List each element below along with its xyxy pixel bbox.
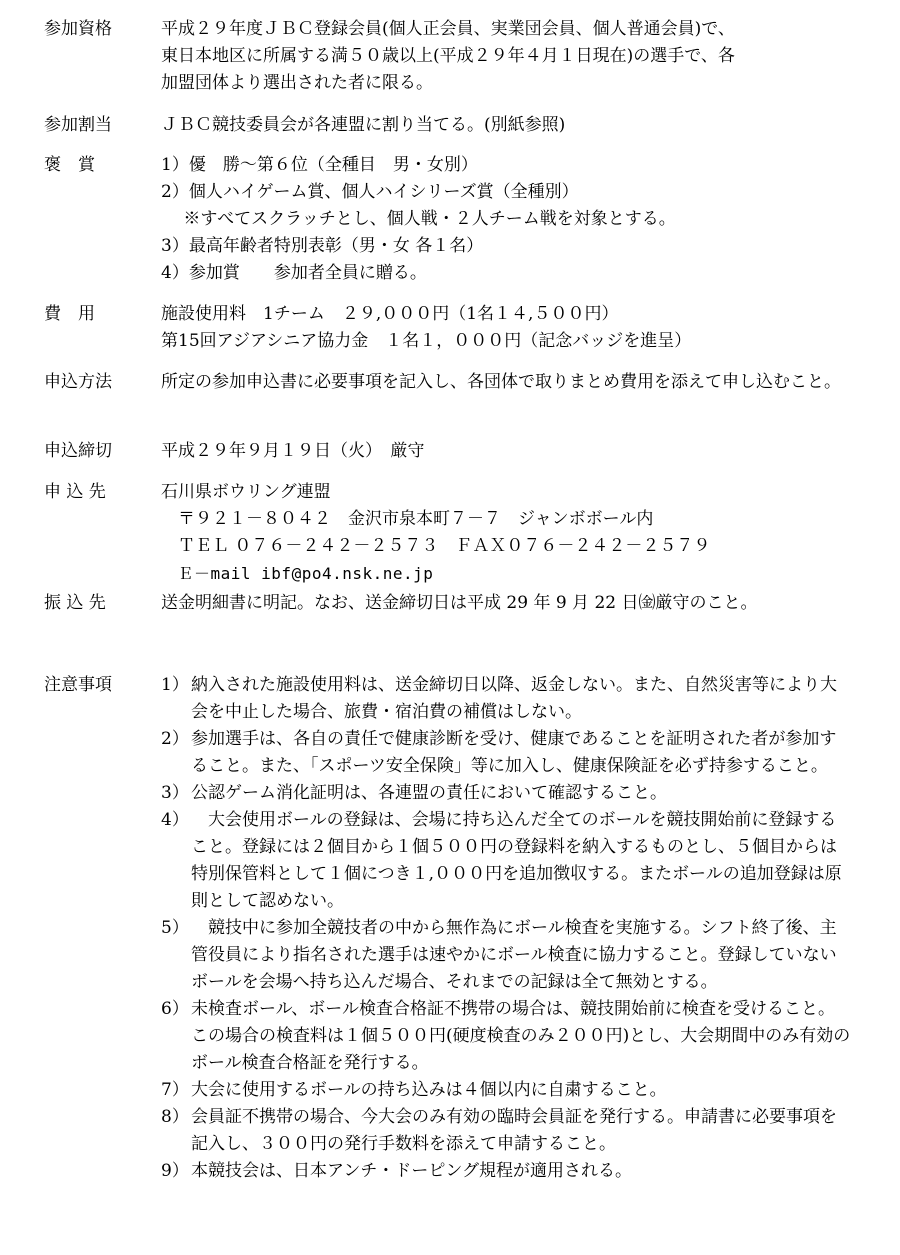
item-text: 参加選手は、各自の責任で健康診断を受け、健康であることを証明された者が参加すること。また、「スポーツ安全保険」等に加入し、健康保険証を必ず持参すること。 [191, 729, 837, 776]
notes-list [161, 672, 851, 1185]
item-text: 本競技会は、日本アンチ・ドーピング規程が適用される。 [191, 1161, 632, 1181]
item-number: 9） [161, 1161, 189, 1181]
email-line: Ｅ－mail ibf@po4.nsk.ne.jp [161, 564, 434, 583]
item-number: 4） [161, 810, 189, 830]
text-line: ※すべてスクラッチとし、個人戦・２人チーム戦を対象とする。 [161, 209, 676, 229]
item-number: 8） [161, 1107, 189, 1127]
text-line: 1）優 勝～第６位（全種目 男・女別） [161, 155, 478, 175]
item-text: 未検査ボール、ボール検査合格証不携帯の場合は、競技開始前に検査を受けること。この場合の検査料は１個５００円(硬度検査のみ２００円)とし、大会期間中のみ有効のボール検査合格証を発行する。 [191, 999, 851, 1073]
section-label: 申込締切 [44, 441, 112, 461]
text-line: 第15回アジアシニア協力金 １名１，０００円（記念バッジを進呈） [161, 331, 692, 351]
section-label: 振 込 先 [44, 593, 106, 613]
section-label: 注意事項 [44, 675, 112, 695]
text-line: 石川県ボウリング連盟 [161, 482, 331, 502]
list-item [161, 726, 851, 780]
item-text: 競技中に参加全競技者の中から無作為にボール検査を実施する。シフト終了後、主管役員により指名された選手は速やかにボール検査に協力すること。登録していないボールを会場へ持ち込んだ場合、それまでの記録は全て無効とする。 [191, 918, 837, 992]
text-line: 平成２９年９月１９日（火） 厳守 [161, 441, 425, 461]
address-line: 〒９２１－８０４２ 金沢市泉本町７－７ ジャンボボール内 [161, 509, 654, 529]
list-item [161, 1158, 851, 1185]
text-line: 加盟団体より選出された者に限る。 [161, 73, 433, 93]
section-body [161, 590, 811, 617]
item-number: 7） [161, 1080, 189, 1100]
item-number: 1） [161, 675, 189, 695]
section-body [161, 369, 851, 396]
text-line: 平成２９年度ＪＢＣ登録会員(個人正会員、実業団会員、個人普通会員)で、 [161, 19, 735, 39]
text-paragraph: 送金明細書に明記。なお、送金締切日は平成 29 年 9 月 22 日㈮厳守のこと。 [161, 593, 758, 613]
text-paragraph: 所定の参加申込書に必要事項を記入し、各団体で取りまとめ費用を添えて申し込むこと。 [161, 372, 841, 392]
list-item [161, 915, 851, 996]
section-body [161, 16, 851, 97]
section-label: 申込方法 [44, 372, 112, 392]
list-item [161, 996, 851, 1077]
item-text: 大会使用ボールの登録は、会場に持ち込んだ全てのボールを競技開始前に登録すること。登録には２個目から１個５００円の登録料を納入するものとし、５個目からは特別保管料として１個につき１,０００円を追加徴収する。またボールの追加登録は原則として認めない。 [191, 810, 842, 911]
text-line: ＪＢＣ競技委員会が各連盟に割り当てる。(別紙参照) [161, 115, 566, 135]
text-line: 3）最高年齢者特別表彰（男・女 各１名） [161, 236, 484, 256]
list-item [161, 672, 851, 726]
section-body [161, 112, 851, 139]
item-number: 5） [161, 918, 189, 938]
list-item [161, 807, 851, 915]
section-label: 参加資格 [44, 19, 112, 39]
text-line: 4）参加賞 参加者全員に贈る。 [161, 263, 427, 283]
section-label: 褒 賞 [44, 155, 95, 175]
item-text: 公認ゲーム消化証明は、各連盟の責任において確認すること。 [191, 783, 667, 803]
item-text: 納入された施設使用料は、送金締切日以降、返金しない。また、自然災害等により大会を中止した場合、旅費・宿泊費の補償はしない。 [191, 675, 837, 722]
item-text: 大会に使用するボールの持ち込みは４個以内に自粛すること。 [191, 1080, 667, 1100]
section-body [161, 479, 851, 587]
item-number: 6） [161, 999, 189, 1019]
section-body [161, 301, 851, 355]
section-label: 申 込 先 [44, 482, 106, 502]
section-label: 参加割当 [44, 115, 112, 135]
item-number: 3） [161, 783, 189, 803]
item-number: 2） [161, 729, 189, 749]
section-body [161, 438, 851, 465]
phone-fax-line: ＴＥＬ ０７６－２４２－２５７３ ＦＡＸ０７６－２４２－２５７９ [161, 536, 711, 556]
text-line: 東日本地区に所属する満５０歳以上(平成２９年４月１日現在)の選手で、各 [161, 46, 735, 66]
item-text: 会員証不携帯の場合、今大会のみ有効の臨時会員証を発行する。申請書に必要事項を記入し、３００円の発行手数料を添えて申請すること。 [191, 1107, 837, 1154]
text-line: 2）個人ハイゲーム賞、個人ハイシリーズ賞（全種別） [161, 182, 579, 202]
list-item [161, 780, 851, 807]
section-label: 費 用 [44, 304, 95, 324]
list-item [161, 1077, 851, 1104]
section-body [161, 152, 851, 287]
list-item [161, 1104, 851, 1158]
text-line: 施設使用料 1チーム ２９,０００円（1名１４,５００円） [161, 304, 619, 324]
